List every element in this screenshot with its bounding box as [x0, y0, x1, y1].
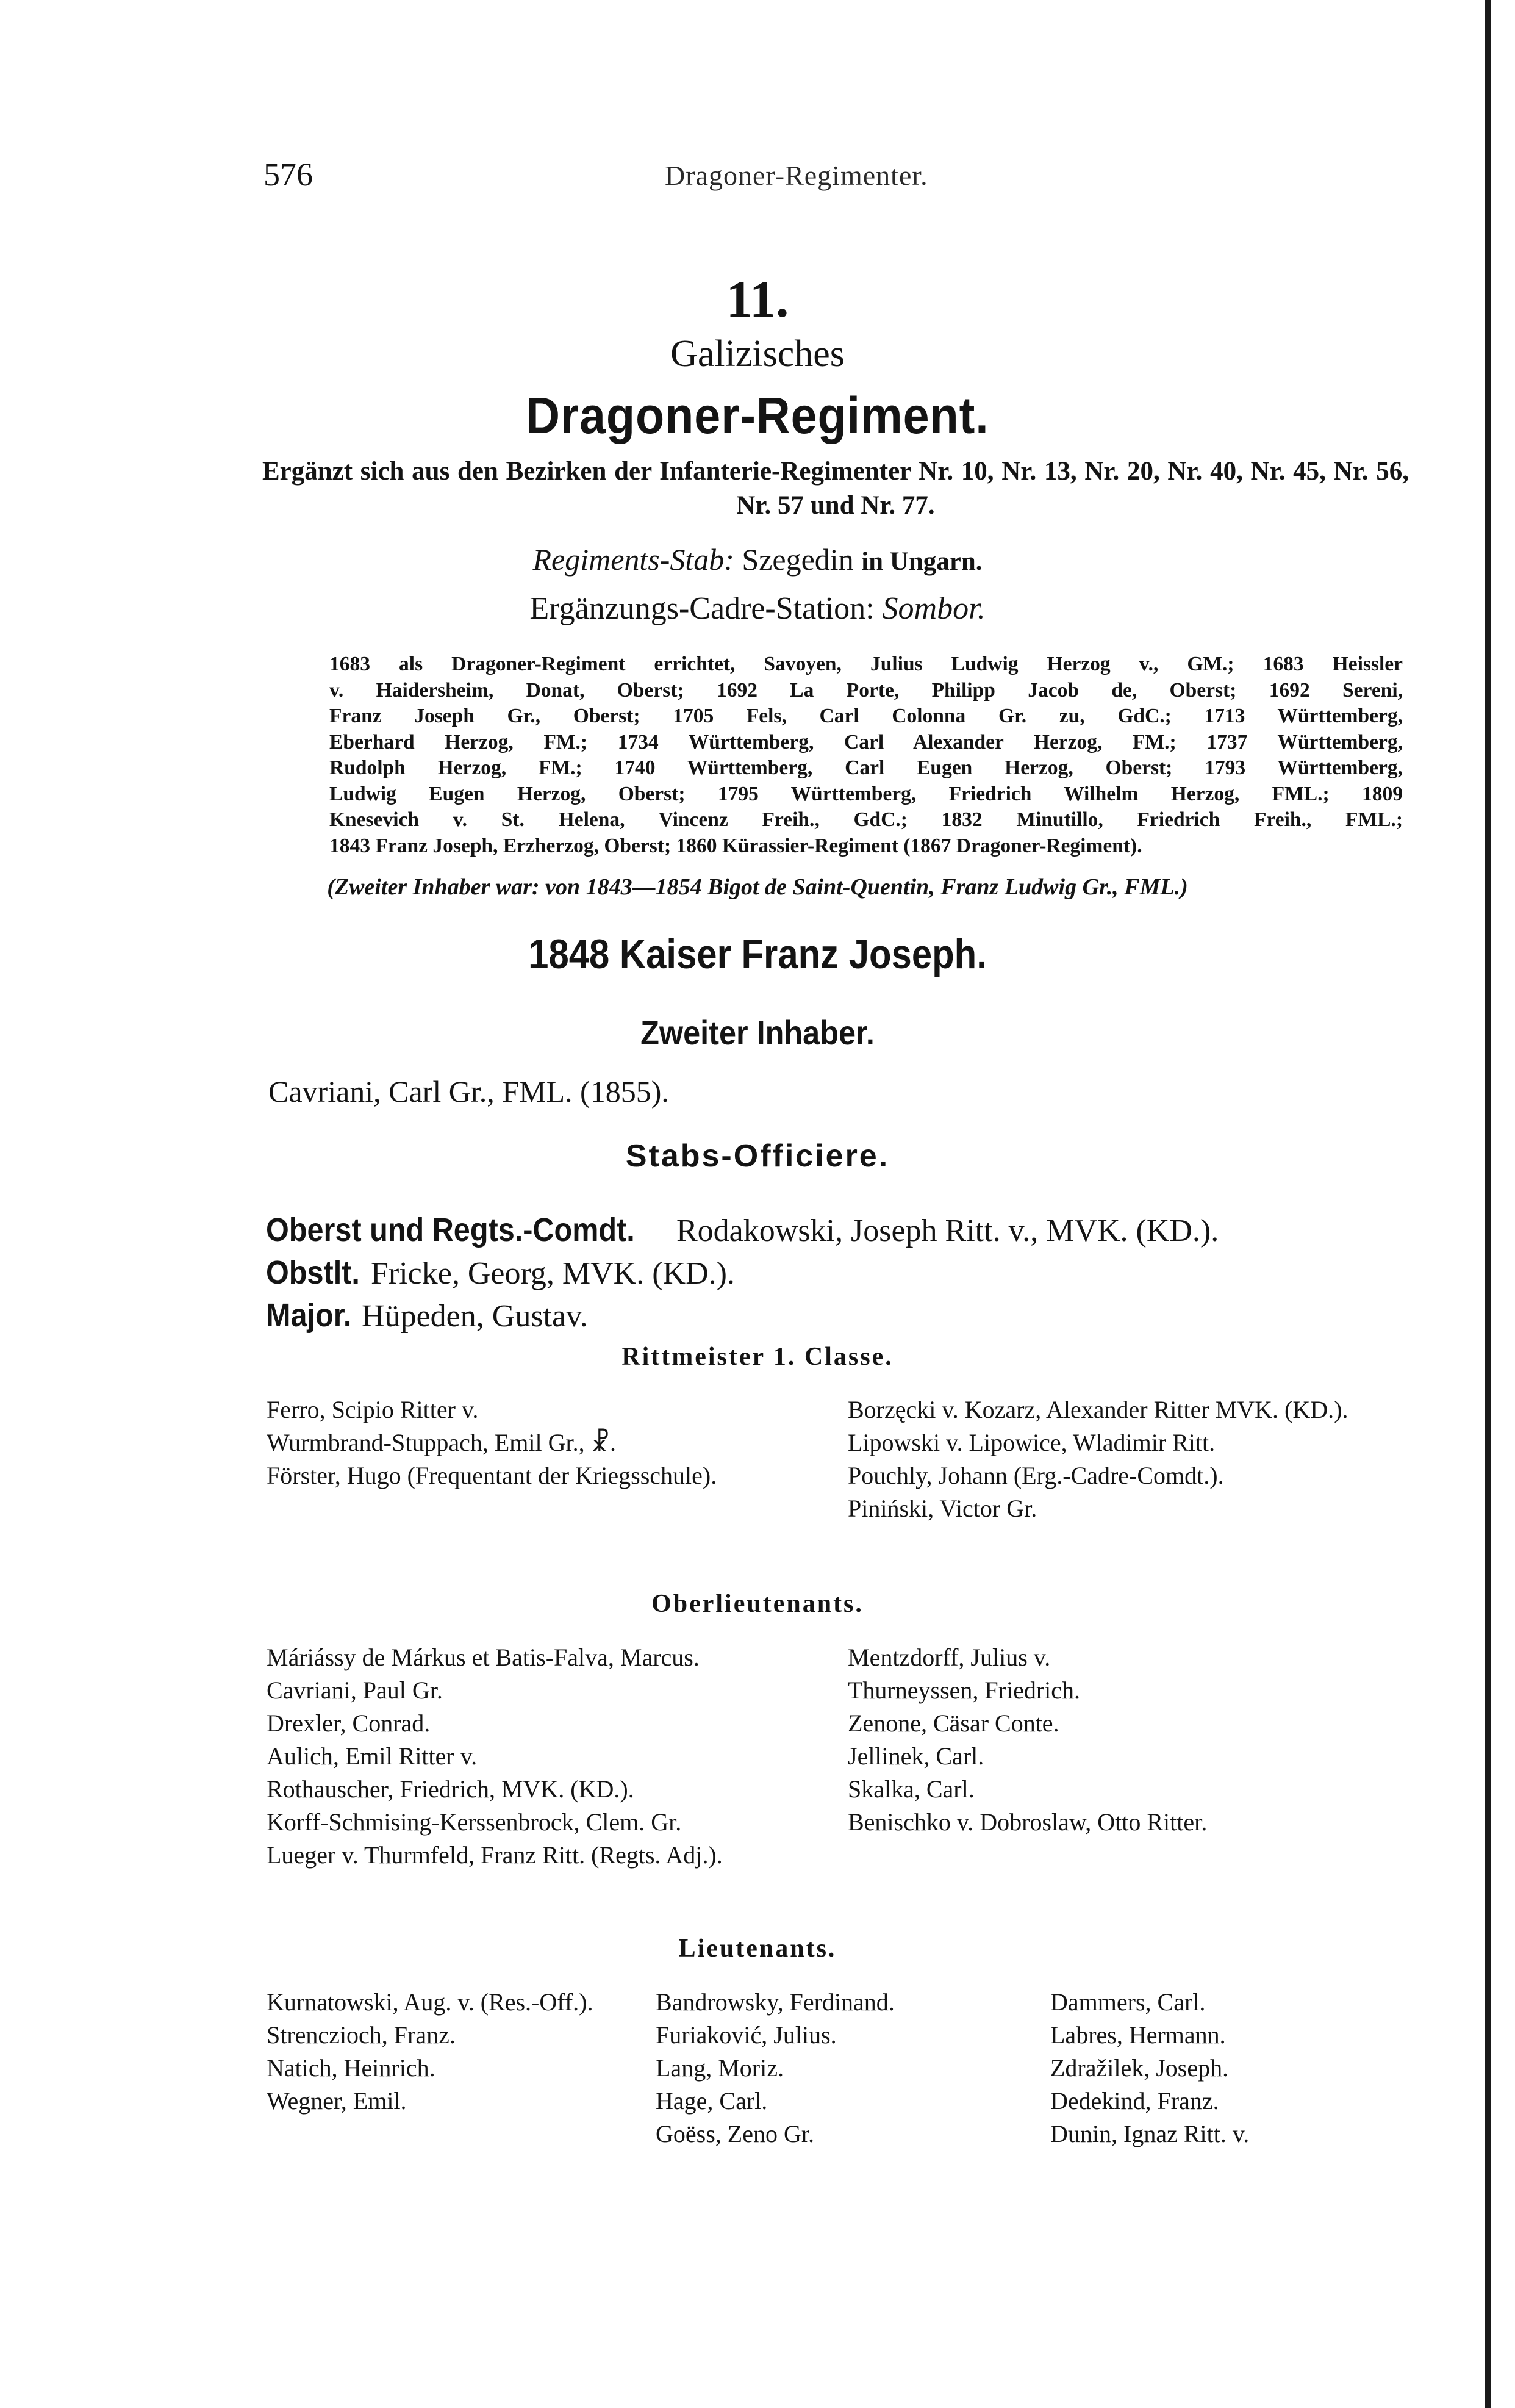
lieutenants-col2-list: [656, 1986, 1022, 2151]
staff-name: Fricke, Georg, MVK. (KD.).: [371, 1256, 735, 1291]
staff-rank: Obstlt.: [266, 1254, 360, 1291]
staff-member: [266, 1296, 588, 1334]
list-item: Zdražilek, Joseph.: [1050, 2054, 1229, 2082]
staff-name: Hüpeden, Gustav.: [362, 1299, 588, 1334]
regiments-stab: [0, 542, 1515, 577]
list-item: Bandrowsky, Ferdinand.: [656, 1988, 895, 2016]
staff-name: Rodakowski, Joseph Ritt. v., MVK. (KD.).: [676, 1213, 1219, 1248]
lieutenants-col3-list: [1050, 1986, 1428, 2151]
list-item: Labres, Hermann.: [1050, 2021, 1226, 2049]
history-line: Ludwig Eugen Herzog, Oberst; 1795 Württemberg, Friedrich Wilhelm Herzog, FML.; 1809: [329, 782, 1403, 805]
lieutenants-heading: Lieutenants.: [678, 1935, 837, 1963]
stab-label: Regiments-Stab:: [532, 542, 734, 577]
stab-country: in Ungarn.: [861, 547, 983, 576]
station-place: Sombor.: [882, 591, 986, 626]
list-item: Dammers, Carl.: [1050, 1988, 1206, 2016]
list-item: Wurmbrand-Stuppach, Emil Gr., ☧.: [267, 1429, 616, 1456]
history-line: Eberhard Herzog, FM.; 1734 Württemberg, Carl Alexander Herzog, FM.; 1737 Württemberg,: [329, 730, 1403, 753]
staff-member: [266, 1254, 735, 1292]
list-item: Furiaković, Julius.: [656, 2021, 837, 2049]
stab-place: Szegedin: [742, 542, 854, 577]
list-item: Máriássy de Márkus et Batis-Falva, Marcus.: [267, 1644, 700, 1671]
list-item: Lipowski v. Lipowice, Wladimir Ritt.: [848, 1429, 1216, 1456]
page-number: 576: [263, 156, 313, 193]
list-item: Cavriani, Paul Gr.: [267, 1677, 443, 1704]
history-line: v. Haidersheim, Donat, Oberst; 1692 La Porte, Philipp Jacob de, Oberst; 1692 Sereni,: [329, 678, 1403, 702]
regiment-subtitle: Galizisches: [670, 333, 845, 375]
list-item: Ferro, Scipio Ritter v.: [267, 1396, 479, 1423]
regiment-number: 11.: [726, 270, 789, 328]
list-item: Skalka, Carl.: [848, 1775, 975, 1803]
lieutenants-col1-list: [267, 1986, 657, 2118]
running-title: Dragoner-Regimenter.: [665, 160, 928, 191]
staff-heading: Stabs-Officiere.: [625, 1138, 890, 1174]
list-item: Drexler, Conrad.: [267, 1709, 431, 1737]
rittmeister-left-list: [267, 1393, 828, 1492]
list-item: Wegner, Emil.: [267, 2087, 407, 2115]
history-line: Rudolph Herzog, FM.; 1740 Württemberg, Carl Eugen Herzog, Oberst; 1793 Württemberg,: [329, 757, 1403, 779]
second-owner-note: (Zweiter Inhaber war: von 1843—1854 Bigot de Saint-Quentin, Franz Ludwig Gr., FML.): [327, 874, 1188, 900]
list-item: Förster, Hugo (Frequentant der Kriegsschule).: [267, 1462, 717, 1489]
list-item: Zenone, Cäsar Conte.: [848, 1709, 1059, 1737]
list-item: Rothauscher, Friedrich, MVK. (KD.).: [267, 1775, 634, 1803]
list-item: Hage, Carl.: [656, 2087, 768, 2115]
second-owner-name: Cavriani, Carl Gr., FML. (1855).: [268, 1074, 669, 1109]
list-item: Pouchly, Johann (Erg.-Cadre-Comdt.).: [848, 1462, 1224, 1489]
staff-rank: Oberst und Regts.-Comdt.: [266, 1212, 635, 1248]
list-item: Mentzdorff, Julius v.: [848, 1644, 1051, 1671]
list-item: Lueger v. Thurmfeld, Franz Ritt. (Regts. Adj.).: [267, 1841, 723, 1869]
list-item: Jellinek, Carl.: [848, 1742, 984, 1770]
second-owner-heading: Zweiter Inhaber.: [640, 1013, 875, 1052]
history-line: 1843 Franz Joseph, Erzherzog, Oberst; 1860 Kürassier-Regiment (1867 Dragoner-Regiment).: [329, 834, 1142, 857]
rittmeister-right-list: [848, 1393, 1409, 1525]
oberlieutenants-left-list: [267, 1641, 828, 1872]
regiment-owner: 1848 Kaiser Franz Joseph.: [528, 931, 987, 977]
list-item: Dedekind, Franz.: [1050, 2087, 1219, 2115]
list-item: Aulich, Emil Ritter v.: [267, 1742, 478, 1770]
oberlieutenants-heading: Oberlieutenants.: [651, 1590, 864, 1618]
history-line: 1683 als Dragoner-Regiment errichtet, Savoyen, Julius Ludwig Herzog v., GM.; 1683 Heissler: [329, 653, 1403, 675]
staff-rank: Major.: [266, 1297, 352, 1334]
oberlieutenants-right-list: [848, 1641, 1409, 1839]
list-item: Goëss, Zeno Gr.: [656, 2120, 814, 2147]
list-item: Strenczioch, Franz.: [267, 2021, 456, 2049]
station-label: Ergänzungs-Cadre-Station:: [529, 591, 875, 626]
cadre-station: [0, 591, 1515, 627]
list-item: Dunin, Ignaz Ritt. v.: [1050, 2120, 1250, 2147]
list-item: Benischko v. Dobroslaw, Otto Ritter.: [848, 1808, 1208, 1836]
list-item: Natich, Heinrich.: [267, 2054, 435, 2082]
recruiting-districts: Ergänzt sich aus den Bezirken der Infanterie-Regimenter Nr. 10, Nr. 13, Nr. 20, Nr. 40, Nr. 45, Nr. 56, Nr. 57 und Nr. 77.: [262, 457, 1409, 520]
regiment-history: [329, 652, 1403, 859]
regiment-title: Dragoner-Regiment.: [526, 387, 989, 444]
staff-member: [266, 1211, 1219, 1249]
history-line: Franz Joseph Gr., Oberst; 1705 Fels, Carl Colonna Gr. zu, GdC.; 1713 Württemberg,: [329, 705, 1403, 727]
list-item: Piniński, Victor Gr.: [848, 1495, 1037, 1522]
list-item: Lang, Moriz.: [656, 2054, 784, 2082]
list-item: Borzęcki v. Kozarz, Alexander Ritter MVK. (KD.).: [848, 1396, 1348, 1423]
page-header: [0, 156, 1515, 198]
rittmeister-heading: Rittmeister 1. Classe.: [621, 1343, 894, 1371]
list-item: Thurneyssen, Friedrich.: [848, 1677, 1081, 1704]
list-item: Korff-Schmising-Kerssenbrock, Clem. Gr.: [267, 1808, 682, 1836]
list-item: Kurnatowski, Aug. v. (Res.-Off.).: [267, 1988, 593, 2016]
history-line: Knesevich v. St. Helena, Vincenz Freih., GdC.; 1832 Minutillo, Friedrich Freih., FML.;: [329, 808, 1403, 831]
